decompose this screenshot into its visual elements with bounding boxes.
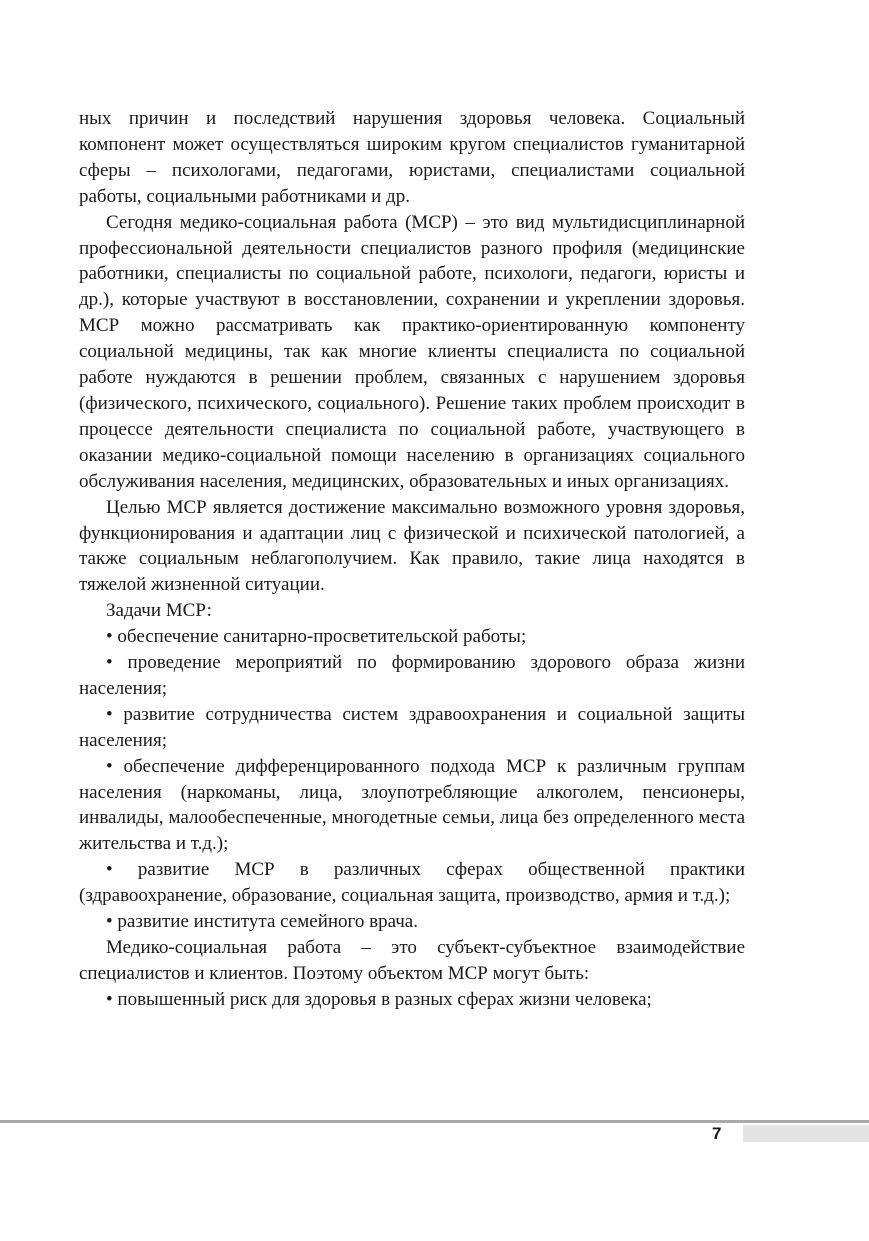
page-body [79,106,745,1013]
footer-bar [743,1125,869,1142]
list-item: • развитие сотрудничества систем здравоохранения и социальной защиты населения; [79,703,745,751]
list-item: • обеспечение дифференцированного подхода МСР к различным группам населения (наркоманы, лица, злоупотребляющие алкоголем, пенсионеры, инвалиды, малообеспеченные, многодетные семьи, лица без определенного места жительства и т.д.); [79,755,745,855]
page-number: 7 [712,1124,722,1143]
list-item: • проведение мероприятий по формированию здорового образа жизни населения; [79,652,745,699]
paragraph-msr-goal: Целью МСР является достижение максимально возможного уровня здоровья, функционирования и адаптации лиц с физической и психической патологией, а также социальным неблагополучием. Как правило, такие лица находятся в тяжелой жизненной ситуации. [79,496,745,596]
paragraph-msr-object: Медико-социальная работа – это субъект-субъектное взаимодействие специалистов и клиентов. Поэтому объектом МСР могут быть: [79,937,745,984]
tasks-heading: Задачи МСР: [106,600,212,622]
paragraph-continuation: ных причин и последствий нарушения здоровья человека. Социальный компонент может осуществляться широким кругом специалистов гуманитарной сферы – психологами, педагогами, юристами, специалистами социальной работы, социальными работниками и др. [79,108,745,207]
paragraph-msr-definition: Сегодня медико-социальная работа (МСР) – это вид мультидисциплинарной профессиональной деятельности специалистов разного профиля (медицинские работники, специалисты по социальной работе, психологи, педагоги, юристы и др.), которые участвуют в восстановлении, сохранении и укреплении здоровья. МСР можно рассматривать как практико-ориентированную компоненту социальной медицины, так как многие клиенты специалиста по социальной работе нуждаются в решении проблем, связанных с нарушением здоровья (физического, психического, социального). Решение таких проблем происходит в процессе деятельности специалиста по социальной работе, участвующего в оказании медико-социальной помощи населению в организациях социального обслуживания населения, медицинских, образовательных и иных организациях. [79,211,745,492]
footer-rule [0,1120,869,1123]
list-item: • развитие МСР в различных сферах общественной практики (здравоохранение, образование, социальная защита, производство, армия и т.д.); [79,859,745,907]
list-item: • обеспечение санитарно-просветительской работы; [106,626,527,648]
list-item: • развитие института семейного врача. [106,911,418,933]
list-item: • повышенный риск для здоровья в разных сферах жизни человека; [106,988,652,1010]
